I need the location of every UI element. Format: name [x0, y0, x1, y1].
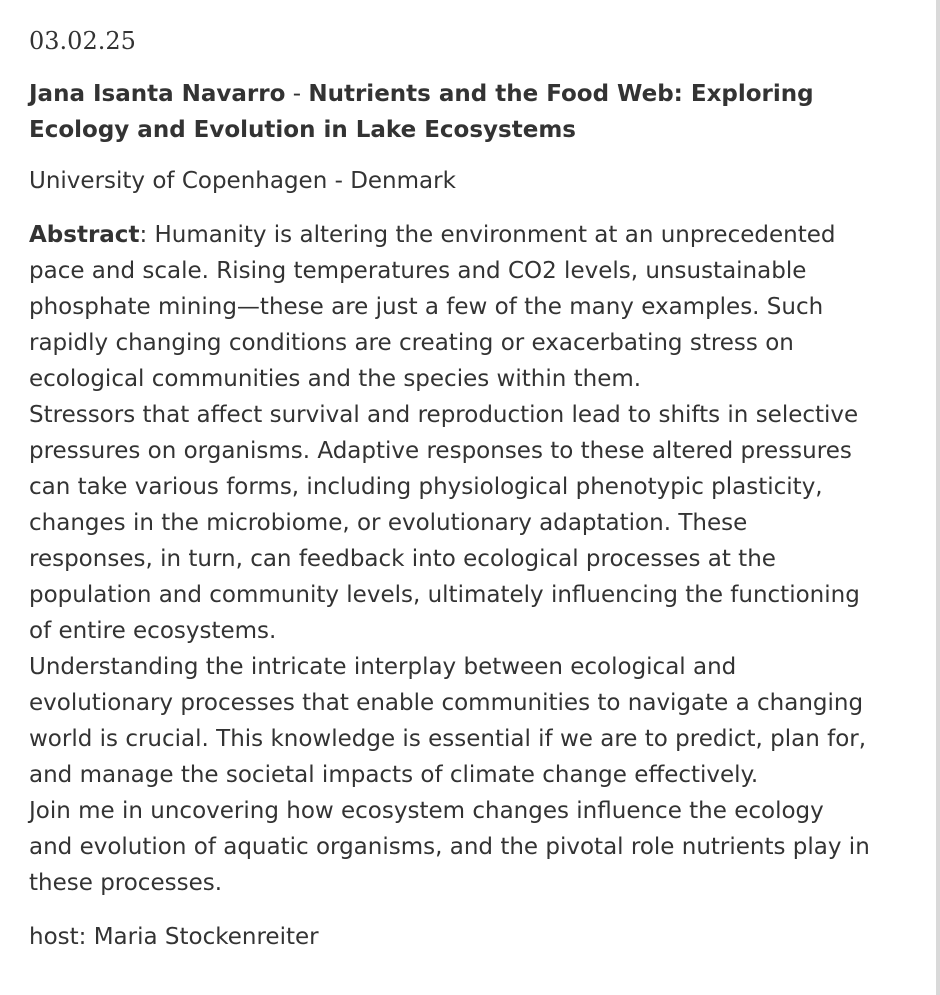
abstract-line: world is crucial. This knowledge is essential if we are to predict, plan for,	[29, 726, 867, 752]
abstract-line: Abstract: Humanity is altering the environment at an unprecedented	[29, 222, 836, 248]
abstract-line: pace and scale. Rising temperatures and CO2 levels, unsustainable	[29, 258, 807, 284]
seminar-title	[29, 76, 924, 148]
host-line: host: Maria Stockenreiter	[29, 924, 319, 950]
abstract-line: rapidly changing conditions are creating or exacerbating stress on	[29, 330, 794, 356]
speaker-name: Jana Isanta Navarro	[29, 81, 286, 107]
abstract-line: pressures on organisms. Adaptive responses to these altered pressures	[29, 438, 852, 464]
abstract-line: population and community levels, ultimately influencing the functioning	[29, 582, 860, 608]
abstract-line: of entire ecosystems.	[29, 618, 277, 644]
talk-title-line-2: Ecology and Evolution in Lake Ecosystems	[29, 117, 576, 143]
abstract-line: these processes.	[29, 870, 223, 896]
talk-title-line-1: Nutrients and the Food Web: Exploring	[308, 81, 814, 107]
affiliation: University of Copenhagen - Denmark	[29, 168, 456, 194]
abstract-line: evolutionary processes that enable communities to navigate a changing	[29, 690, 864, 716]
seminar-entry	[29, 26, 924, 955]
title-separator: -	[285, 81, 309, 107]
abstract-line: Stressors that affect survival and reproduction lead to shifts in selective	[29, 402, 859, 428]
abstract-line: Join me in uncovering how ecosystem changes influence the ecology	[29, 798, 824, 824]
abstract-line: can take various forms, including physiological phenotypic plasticity,	[29, 474, 823, 500]
abstract-line: and evolution of aquatic organisms, and the pivotal role nutrients play in	[29, 834, 870, 860]
abstract-line: Understanding the intricate interplay between ecological and	[29, 654, 737, 680]
abstract-line: phosphate mining—these are just a few of the many examples. Such	[29, 294, 824, 320]
abstract-line: changes in the microbiome, or evolutionary adaptation. These	[29, 510, 748, 536]
seminar-date: 03.02.25	[29, 27, 136, 55]
abstract-line: ecological communities and the species within them.	[29, 366, 642, 392]
abstract-line: responses, in turn, can feedback into ecological processes at the	[29, 546, 776, 572]
abstract-line: and manage the societal impacts of climate change effectively.	[29, 762, 759, 788]
abstract	[29, 217, 924, 901]
abstract-label: Abstract	[29, 222, 140, 248]
page-edge-divider	[936, 0, 940, 995]
